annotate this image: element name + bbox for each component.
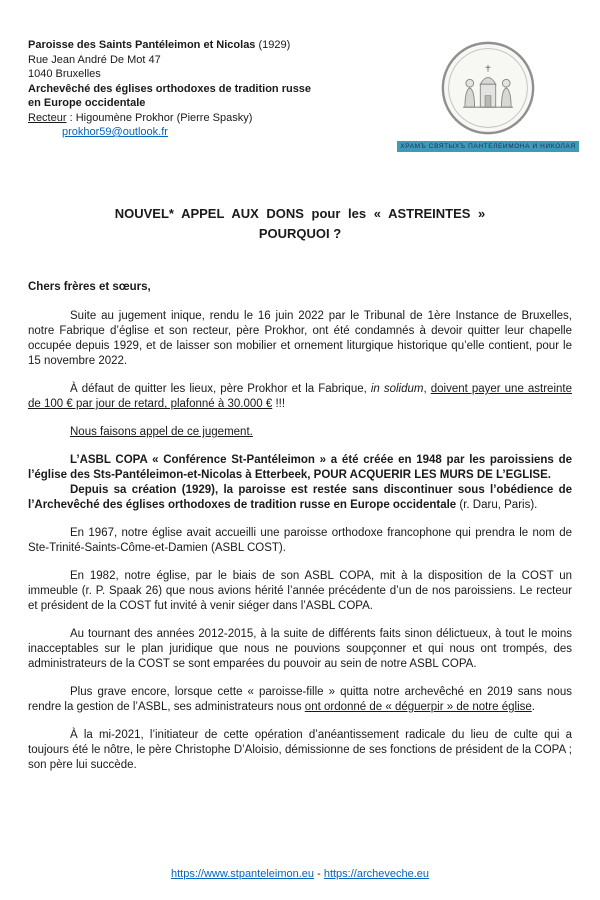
letterhead-text: [28, 38, 404, 140]
document-body: [28, 280, 572, 773]
parish-year: (1929): [255, 39, 291, 51]
paragraph: [28, 569, 572, 614]
paragraph: [28, 483, 572, 513]
title-line-1: NOUVEL* APPEL AUX DONS pour les « ASTREINTES »: [114, 206, 486, 221]
text-segment: Depuis sa création (1929), la paroisse est restée sans discontinuer sous l’obédience de l’Archevêché des églises orthodoxes de tradition russe en Europe occidentale: [28, 484, 572, 511]
text-segment: (r. Daru, Paris).: [459, 499, 538, 511]
footer-link-parish[interactable]: https://www.stpanteleimon.eu: [170, 868, 315, 880]
text-segment: ont ordonné de « déguerpir » de notre église: [304, 701, 532, 713]
paragraph: [28, 728, 572, 773]
footer-link-archdiocese[interactable]: https://archeveche.eu: [323, 868, 430, 880]
text-segment: !!!: [272, 398, 286, 410]
paragraph: [28, 425, 572, 440]
paragraph: [28, 685, 572, 715]
text-segment: Au tournant des années 2012-2015, à la suite de différents faits sinon délictueux, à tout le moins inacceptables sur le plan juridique que nous ne pouvions soupçonner et qui nous ont trompés, des administrateurs de la COST se sont emparées du pouvoir au sein de notre ASBL COPA.: [28, 628, 572, 670]
text-segment: doivent payer une astreinte de 100 € par jour de retard, plafonné à 30.000 €: [28, 383, 572, 410]
salutation: Chers frères et sœurs,: [28, 281, 151, 293]
parish-name: Paroisse des Saints Pantéleimon et Nicolas: [28, 39, 256, 51]
letterhead: [28, 38, 576, 152]
parish-name-line: [28, 38, 404, 53]
text-segment: Plus grave encore, lorsque cette « paroisse-fille » quitta notre archevêché en 2019 sans nous rendre la gestion de l’ASBL, ses administrateurs nous: [28, 686, 572, 713]
address-line-2: 1040 Bruxelles: [28, 68, 101, 80]
text-segment: Nous faisons appel de ce jugement.: [70, 426, 253, 438]
text-segment: En 1982, notre église, par le biais de son ASBL COPA, mit à la disposition de la COST un immeuble (r. P. Spaak 26) que nous avions hérité l’année précédente d’un de nos paroissiens. Le recteur et président de la COST fut invité à venir siéger dans l’ASBL COPA.: [28, 570, 572, 612]
title-line-2: POURQUOI ?: [258, 226, 342, 241]
paragraph: [28, 453, 572, 483]
parish-seal: [400, 40, 576, 152]
document-footer: [0, 867, 600, 882]
text-segment: À défaut de quitter les lieux, père Prokhor et la Fabrique,: [70, 383, 371, 395]
archdiocese-line-2: en Europe occidentale: [28, 97, 146, 109]
text-segment: .: [531, 701, 535, 713]
text-segment: À la mi-2021, l’initiateur de cette opération d’anéantissement radicale du lieu de culte qui a toujours été le nôtre, le père Christophe D’Aloisio, démissionne de ses fonctions de président de la COPA ; son père lui succède.: [28, 729, 572, 771]
text-segment: En 1967, notre église avait accueilli une paroisse orthodoxe francophone qui prendra le nom de Ste-Trinité-Saints-Côme-et-Damien (ASBL COST).: [28, 527, 572, 554]
email-link[interactable]: prokhor59@outlook.fr: [62, 126, 168, 138]
email-line: [28, 125, 404, 140]
paragraph: [28, 309, 572, 369]
document-title: [28, 204, 572, 244]
rector-label: Recteur: [28, 111, 67, 124]
paragraph: [28, 627, 572, 672]
rector-line: [28, 111, 404, 126]
archdiocese-line-1: Archevêché des églises orthodoxes de tradition russe: [28, 82, 312, 95]
body-paragraphs: [28, 309, 572, 773]
footer-separator: -: [314, 868, 324, 880]
text-segment: in solidum: [370, 383, 424, 395]
seal-caption: ХРАМЪ СВЯТЫХЪ ПАНТЕЛЕИМОНА И НИКОЛАЯ: [397, 141, 578, 152]
address-line-1: Rue Jean André De Mot 47: [28, 53, 161, 66]
text-segment: L’ASBL COPA « Conférence St-Pantéleimon » a été créée en 1948 par les paroissiens de l’église des Sts-Pantéleimon-et-Nicolas à Etterbeek, POUR ACQUERIR LES MURS DE L’EGLISE.: [28, 454, 572, 481]
paragraph: [28, 382, 572, 412]
parish-seal-icon: [440, 40, 536, 136]
rector-text: : Higoumène Prokhor (Pierre Spasky): [66, 111, 253, 124]
paragraph: [28, 526, 572, 556]
text-segment: ,: [423, 383, 431, 395]
text-segment: Suite au jugement inique, rendu le 16 juin 2022 par le Tribunal de 1ère Instance de Bruxelles, notre Fabrique d’église et son recteur, père Prokhor, ont été condamnés à devoir quitter leur chapelle occupée depuis 1929, et de laisser son mobilier et ornement liturgique historique qu’elle contient, pour le 15 novembre 2022.: [28, 310, 572, 367]
